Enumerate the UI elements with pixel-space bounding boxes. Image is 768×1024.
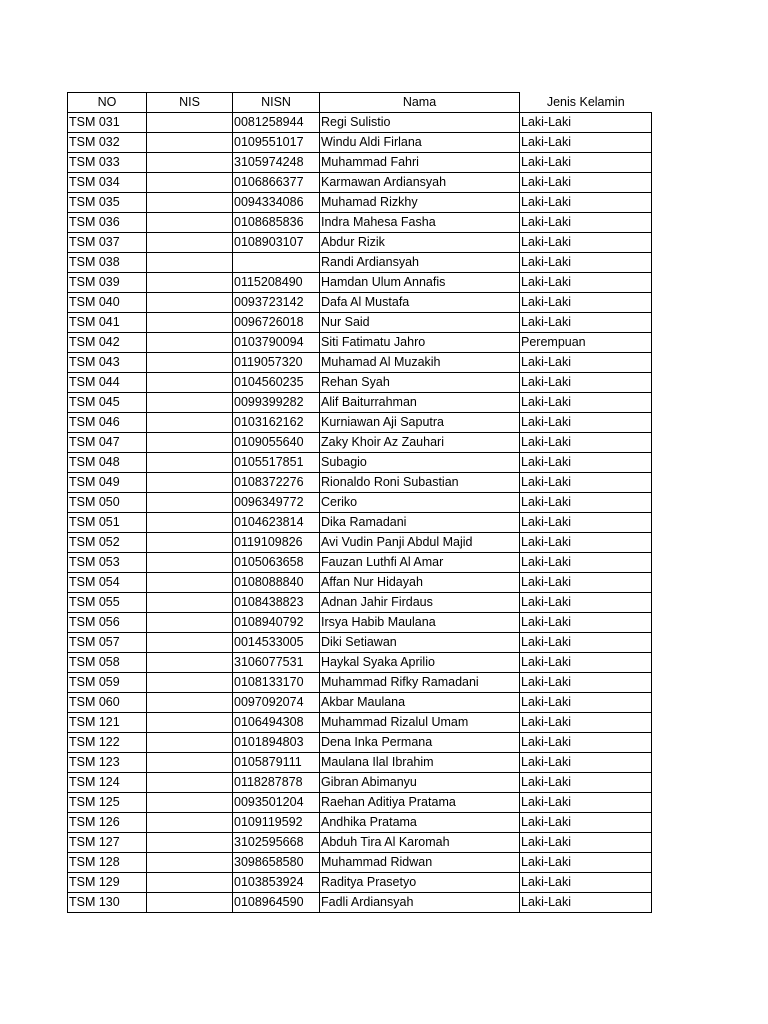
table-row bbox=[68, 773, 652, 793]
cell-nisn: 0118287878 bbox=[233, 773, 320, 793]
cell-nama: Fauzan Luthfi Al Amar bbox=[320, 553, 520, 573]
cell-nis bbox=[147, 113, 233, 133]
cell-nisn: 0105517851 bbox=[233, 453, 320, 473]
cell-jenis-kelamin: Laki-Laki bbox=[520, 553, 652, 573]
cell-nama: Rehan Syah bbox=[320, 373, 520, 393]
table-row bbox=[68, 333, 652, 353]
cell-no: TSM 041 bbox=[68, 313, 147, 333]
table-row bbox=[68, 393, 652, 413]
table-row bbox=[68, 133, 652, 153]
cell-nisn: 0105879111 bbox=[233, 753, 320, 773]
cell-jenis-kelamin: Laki-Laki bbox=[520, 733, 652, 753]
header-nisn: NISN bbox=[233, 93, 320, 113]
table-row bbox=[68, 873, 652, 893]
cell-nis bbox=[147, 853, 233, 873]
cell-nama: Dafa Al Mustafa bbox=[320, 293, 520, 313]
cell-nama: Ceriko bbox=[320, 493, 520, 513]
cell-nisn: 0108903107 bbox=[233, 233, 320, 253]
cell-no: TSM 038 bbox=[68, 253, 147, 273]
table-row bbox=[68, 253, 652, 273]
cell-nisn: 3105974248 bbox=[233, 153, 320, 173]
table-body bbox=[68, 113, 652, 913]
cell-nis bbox=[147, 893, 233, 913]
cell-nis bbox=[147, 313, 233, 333]
cell-nama: Akbar Maulana bbox=[320, 693, 520, 713]
cell-no: TSM 052 bbox=[68, 533, 147, 553]
cell-nis bbox=[147, 653, 233, 673]
cell-nisn: 0101894803 bbox=[233, 733, 320, 753]
cell-no: TSM 045 bbox=[68, 393, 147, 413]
cell-no: TSM 127 bbox=[68, 833, 147, 853]
cell-nis bbox=[147, 473, 233, 493]
table-row bbox=[68, 353, 652, 373]
student-table bbox=[67, 92, 652, 913]
cell-nis bbox=[147, 773, 233, 793]
cell-nisn: 0108438823 bbox=[233, 593, 320, 613]
cell-no: TSM 054 bbox=[68, 573, 147, 593]
cell-nis bbox=[147, 433, 233, 453]
table-row bbox=[68, 313, 652, 333]
cell-nis bbox=[147, 293, 233, 313]
cell-nama: Haykal Syaka Aprilio bbox=[320, 653, 520, 673]
cell-no: TSM 130 bbox=[68, 893, 147, 913]
cell-nis bbox=[147, 453, 233, 473]
cell-nis bbox=[147, 873, 233, 893]
table-row bbox=[68, 493, 652, 513]
cell-nisn: 0103790094 bbox=[233, 333, 320, 353]
cell-jenis-kelamin: Laki-Laki bbox=[520, 253, 652, 273]
header-nama: Nama bbox=[320, 93, 520, 113]
cell-nama: Gibran Abimanyu bbox=[320, 773, 520, 793]
cell-jenis-kelamin: Laki-Laki bbox=[520, 393, 652, 413]
header-jenis-kelamin: Jenis Kelamin bbox=[520, 93, 652, 113]
cell-no: TSM 049 bbox=[68, 473, 147, 493]
cell-nis bbox=[147, 153, 233, 173]
cell-nama: Maulana Ilal Ibrahim bbox=[320, 753, 520, 773]
cell-nama: Muhammad Fahri bbox=[320, 153, 520, 173]
table-row bbox=[68, 633, 652, 653]
cell-jenis-kelamin: Laki-Laki bbox=[520, 693, 652, 713]
cell-nama: Avi Vudin Panji Abdul Majid bbox=[320, 533, 520, 553]
cell-nisn: 0109551017 bbox=[233, 133, 320, 153]
cell-nama: Zaky Khoir Az Zauhari bbox=[320, 433, 520, 453]
cell-no: TSM 040 bbox=[68, 293, 147, 313]
cell-nisn: 0096726018 bbox=[233, 313, 320, 333]
cell-no: TSM 051 bbox=[68, 513, 147, 533]
table-row bbox=[68, 373, 652, 393]
student-list-sheet bbox=[67, 92, 652, 913]
cell-jenis-kelamin: Laki-Laki bbox=[520, 773, 652, 793]
cell-nama: Nur Said bbox=[320, 313, 520, 333]
cell-nama: Fadli Ardiansyah bbox=[320, 893, 520, 913]
cell-no: TSM 048 bbox=[68, 453, 147, 473]
cell-no: TSM 033 bbox=[68, 153, 147, 173]
cell-nis bbox=[147, 173, 233, 193]
cell-nisn: 0096349772 bbox=[233, 493, 320, 513]
cell-jenis-kelamin: Laki-Laki bbox=[520, 353, 652, 373]
cell-no: TSM 053 bbox=[68, 553, 147, 573]
cell-nis bbox=[147, 833, 233, 853]
cell-nama: Muhamad Rizkhy bbox=[320, 193, 520, 213]
cell-no: TSM 035 bbox=[68, 193, 147, 213]
cell-jenis-kelamin: Laki-Laki bbox=[520, 673, 652, 693]
cell-nis bbox=[147, 633, 233, 653]
header-row bbox=[68, 93, 652, 113]
table-row bbox=[68, 533, 652, 553]
cell-nis bbox=[147, 593, 233, 613]
cell-nama: Diki Setiawan bbox=[320, 633, 520, 653]
table-row bbox=[68, 273, 652, 293]
cell-nama: Muhamad Al Muzakih bbox=[320, 353, 520, 373]
cell-jenis-kelamin: Laki-Laki bbox=[520, 493, 652, 513]
cell-nisn: 3098658580 bbox=[233, 853, 320, 873]
table-row bbox=[68, 853, 652, 873]
cell-jenis-kelamin: Laki-Laki bbox=[520, 513, 652, 533]
cell-nisn: 0094334086 bbox=[233, 193, 320, 213]
table-row bbox=[68, 573, 652, 593]
cell-jenis-kelamin: Laki-Laki bbox=[520, 633, 652, 653]
cell-no: TSM 124 bbox=[68, 773, 147, 793]
table-row bbox=[68, 113, 652, 133]
table-row bbox=[68, 653, 652, 673]
cell-nama: Andhika Pratama bbox=[320, 813, 520, 833]
cell-nis bbox=[147, 793, 233, 813]
cell-nama: Dena Inka Permana bbox=[320, 733, 520, 753]
cell-nis bbox=[147, 353, 233, 373]
table-row bbox=[68, 613, 652, 633]
cell-nis bbox=[147, 333, 233, 353]
table-row bbox=[68, 413, 652, 433]
cell-no: TSM 037 bbox=[68, 233, 147, 253]
cell-no: TSM 059 bbox=[68, 673, 147, 693]
cell-nisn: 0097092074 bbox=[233, 693, 320, 713]
cell-nama: Windu Aldi Firlana bbox=[320, 133, 520, 153]
cell-no: TSM 056 bbox=[68, 613, 147, 633]
cell-nama: Affan Nur Hidayah bbox=[320, 573, 520, 593]
table-row bbox=[68, 553, 652, 573]
table-row bbox=[68, 693, 652, 713]
table-row bbox=[68, 833, 652, 853]
cell-no: TSM 129 bbox=[68, 873, 147, 893]
cell-nama: Adnan Jahir Firdaus bbox=[320, 593, 520, 613]
table-row bbox=[68, 793, 652, 813]
cell-nama: Irsya Habib Maulana bbox=[320, 613, 520, 633]
cell-no: TSM 122 bbox=[68, 733, 147, 753]
cell-nama: Muhammad Rizalul Umam bbox=[320, 713, 520, 733]
cell-nisn: 3106077531 bbox=[233, 653, 320, 673]
cell-no: TSM 050 bbox=[68, 493, 147, 513]
cell-no: TSM 126 bbox=[68, 813, 147, 833]
cell-nisn: 0014533005 bbox=[233, 633, 320, 653]
cell-no: TSM 042 bbox=[68, 333, 147, 353]
table-row bbox=[68, 733, 652, 753]
cell-no: TSM 058 bbox=[68, 653, 147, 673]
cell-nama: Hamdan Ulum Annafis bbox=[320, 273, 520, 293]
cell-jenis-kelamin: Laki-Laki bbox=[520, 593, 652, 613]
cell-nis bbox=[147, 553, 233, 573]
table-row bbox=[68, 193, 652, 213]
cell-nis bbox=[147, 693, 233, 713]
cell-nis bbox=[147, 253, 233, 273]
cell-nisn: 0106866377 bbox=[233, 173, 320, 193]
cell-nis bbox=[147, 753, 233, 773]
cell-nama: Muhammad Ridwan bbox=[320, 853, 520, 873]
table-row bbox=[68, 213, 652, 233]
cell-jenis-kelamin: Laki-Laki bbox=[520, 373, 652, 393]
cell-nis bbox=[147, 213, 233, 233]
cell-jenis-kelamin: Laki-Laki bbox=[520, 813, 652, 833]
cell-nis bbox=[147, 513, 233, 533]
cell-jenis-kelamin: Laki-Laki bbox=[520, 533, 652, 553]
cell-nisn: 3102595668 bbox=[233, 833, 320, 853]
table-row bbox=[68, 233, 652, 253]
cell-jenis-kelamin: Laki-Laki bbox=[520, 613, 652, 633]
header-no: NO bbox=[68, 93, 147, 113]
cell-nis bbox=[147, 373, 233, 393]
cell-no: TSM 039 bbox=[68, 273, 147, 293]
cell-nisn: 0103853924 bbox=[233, 873, 320, 893]
cell-no: TSM 031 bbox=[68, 113, 147, 133]
cell-nisn: 0104623814 bbox=[233, 513, 320, 533]
cell-jenis-kelamin: Laki-Laki bbox=[520, 413, 652, 433]
cell-jenis-kelamin: Laki-Laki bbox=[520, 173, 652, 193]
cell-jenis-kelamin: Laki-Laki bbox=[520, 113, 652, 133]
cell-nama: Raehan Aditiya Pratama bbox=[320, 793, 520, 813]
cell-nisn: 0103162162 bbox=[233, 413, 320, 433]
cell-jenis-kelamin: Laki-Laki bbox=[520, 433, 652, 453]
cell-nisn: 0109119592 bbox=[233, 813, 320, 833]
cell-jenis-kelamin: Laki-Laki bbox=[520, 753, 652, 773]
cell-nama: Kurniawan Aji Saputra bbox=[320, 413, 520, 433]
table-row bbox=[68, 753, 652, 773]
cell-jenis-kelamin: Laki-Laki bbox=[520, 453, 652, 473]
cell-no: TSM 128 bbox=[68, 853, 147, 873]
cell-nis bbox=[147, 273, 233, 293]
cell-nis bbox=[147, 733, 233, 753]
cell-nama: Siti Fatimatu Jahro bbox=[320, 333, 520, 353]
cell-nama: Raditya Prasetyo bbox=[320, 873, 520, 893]
cell-jenis-kelamin: Laki-Laki bbox=[520, 873, 652, 893]
cell-nis bbox=[147, 713, 233, 733]
cell-no: TSM 121 bbox=[68, 713, 147, 733]
table-row bbox=[68, 593, 652, 613]
cell-nis bbox=[147, 813, 233, 833]
header-nis: NIS bbox=[147, 93, 233, 113]
cell-nama: Karmawan Ardiansyah bbox=[320, 173, 520, 193]
table-row bbox=[68, 813, 652, 833]
cell-jenis-kelamin: Laki-Laki bbox=[520, 313, 652, 333]
table-row bbox=[68, 173, 652, 193]
cell-nisn bbox=[233, 253, 320, 273]
cell-nisn: 0105063658 bbox=[233, 553, 320, 573]
cell-nama: Rionaldo Roni Subastian bbox=[320, 473, 520, 493]
cell-nis bbox=[147, 413, 233, 433]
cell-jenis-kelamin: Laki-Laki bbox=[520, 473, 652, 493]
cell-no: TSM 060 bbox=[68, 693, 147, 713]
cell-nis bbox=[147, 193, 233, 213]
cell-nisn: 0104560235 bbox=[233, 373, 320, 393]
cell-jenis-kelamin: Laki-Laki bbox=[520, 713, 652, 733]
cell-no: TSM 043 bbox=[68, 353, 147, 373]
cell-nama: Abdur Rizik bbox=[320, 233, 520, 253]
cell-nisn: 0108088840 bbox=[233, 573, 320, 593]
cell-nisn: 0119109826 bbox=[233, 533, 320, 553]
cell-nis bbox=[147, 493, 233, 513]
cell-jenis-kelamin: Laki-Laki bbox=[520, 273, 652, 293]
cell-jenis-kelamin: Laki-Laki bbox=[520, 833, 652, 853]
cell-nama: Abduh Tira Al Karomah bbox=[320, 833, 520, 853]
cell-no: TSM 032 bbox=[68, 133, 147, 153]
cell-jenis-kelamin: Laki-Laki bbox=[520, 193, 652, 213]
cell-nama: Subagio bbox=[320, 453, 520, 473]
table-row bbox=[68, 453, 652, 473]
cell-jenis-kelamin: Laki-Laki bbox=[520, 573, 652, 593]
table-row bbox=[68, 433, 652, 453]
cell-jenis-kelamin: Laki-Laki bbox=[520, 853, 652, 873]
cell-nisn: 0093501204 bbox=[233, 793, 320, 813]
table-row bbox=[68, 893, 652, 913]
cell-no: TSM 046 bbox=[68, 413, 147, 433]
cell-jenis-kelamin: Laki-Laki bbox=[520, 653, 652, 673]
cell-nisn: 0108372276 bbox=[233, 473, 320, 493]
table-row bbox=[68, 673, 652, 693]
cell-nis bbox=[147, 673, 233, 693]
cell-no: TSM 044 bbox=[68, 373, 147, 393]
cell-nama: Muhammad Rifky Ramadani bbox=[320, 673, 520, 693]
cell-no: TSM 034 bbox=[68, 173, 147, 193]
cell-jenis-kelamin: Laki-Laki bbox=[520, 233, 652, 253]
cell-nis bbox=[147, 233, 233, 253]
table-row bbox=[68, 293, 652, 313]
cell-nama: Alif Baiturrahman bbox=[320, 393, 520, 413]
cell-nis bbox=[147, 613, 233, 633]
cell-nama: Randi Ardiansyah bbox=[320, 253, 520, 273]
cell-nisn: 0081258944 bbox=[233, 113, 320, 133]
cell-nama: Dika Ramadani bbox=[320, 513, 520, 533]
cell-no: TSM 057 bbox=[68, 633, 147, 653]
cell-nisn: 0108685836 bbox=[233, 213, 320, 233]
cell-jenis-kelamin: Laki-Laki bbox=[520, 293, 652, 313]
cell-nisn: 0108133170 bbox=[233, 673, 320, 693]
cell-nisn: 0115208490 bbox=[233, 273, 320, 293]
table-row bbox=[68, 153, 652, 173]
cell-jenis-kelamin: Laki-Laki bbox=[520, 133, 652, 153]
cell-nisn: 0108940792 bbox=[233, 613, 320, 633]
table-row bbox=[68, 713, 652, 733]
cell-jenis-kelamin: Laki-Laki bbox=[520, 153, 652, 173]
cell-nisn: 0099399282 bbox=[233, 393, 320, 413]
cell-nis bbox=[147, 533, 233, 553]
cell-nis bbox=[147, 573, 233, 593]
cell-jenis-kelamin: Laki-Laki bbox=[520, 893, 652, 913]
table-row bbox=[68, 513, 652, 533]
cell-no: TSM 123 bbox=[68, 753, 147, 773]
cell-nama: Indra Mahesa Fasha bbox=[320, 213, 520, 233]
cell-nisn: 0106494308 bbox=[233, 713, 320, 733]
cell-jenis-kelamin: Laki-Laki bbox=[520, 213, 652, 233]
cell-no: TSM 036 bbox=[68, 213, 147, 233]
cell-jenis-kelamin: Laki-Laki bbox=[520, 793, 652, 813]
table-row bbox=[68, 473, 652, 493]
cell-nisn: 0109055640 bbox=[233, 433, 320, 453]
cell-nisn: 0093723142 bbox=[233, 293, 320, 313]
cell-nis bbox=[147, 393, 233, 413]
cell-jenis-kelamin: Perempuan bbox=[520, 333, 652, 353]
cell-nama: Regi Sulistio bbox=[320, 113, 520, 133]
cell-nisn: 0119057320 bbox=[233, 353, 320, 373]
cell-no: TSM 047 bbox=[68, 433, 147, 453]
cell-nis bbox=[147, 133, 233, 153]
cell-no: TSM 125 bbox=[68, 793, 147, 813]
cell-nisn: 0108964590 bbox=[233, 893, 320, 913]
cell-no: TSM 055 bbox=[68, 593, 147, 613]
